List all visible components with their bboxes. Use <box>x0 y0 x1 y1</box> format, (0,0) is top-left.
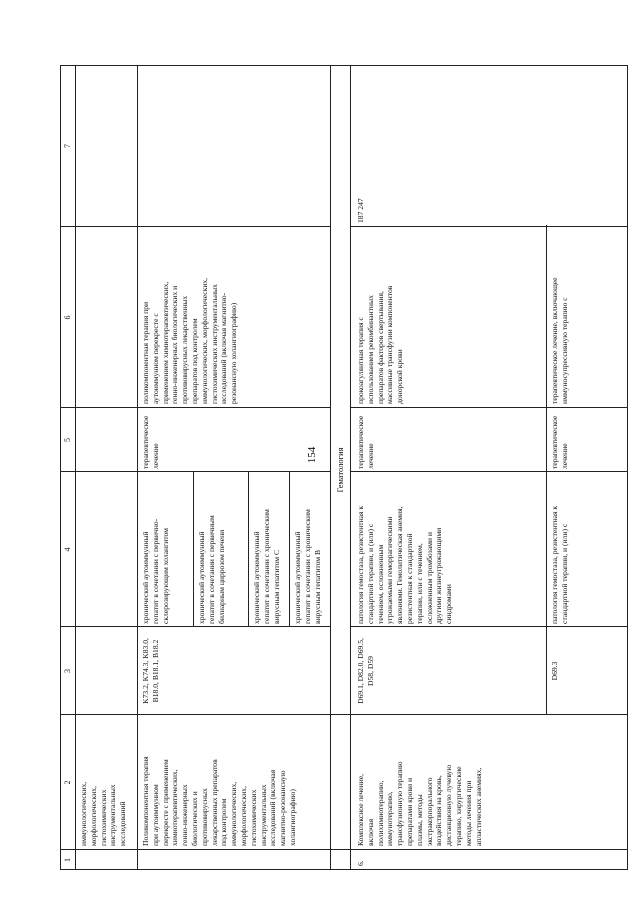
row-ai-col4-item-3: хронический аутоиммунный гепатит в сочетании с хроническим вирусным гепатитом C <box>252 509 281 624</box>
table-border-top <box>60 65 61 870</box>
col-divider-1 <box>60 849 628 850</box>
row-ai-col3: K73.2, K74.3, K83.0, B18.0, B18.1, B18.2 <box>141 638 160 704</box>
row6-sub2-col5: терапевтическое лечение <box>550 415 569 469</box>
row6-sub2-col4: патология гемостаза, резистентная к стандартной терапии, и (или) с <box>550 505 569 624</box>
table-border-right <box>60 65 628 66</box>
row6-number: 6. <box>356 860 365 866</box>
row-ai-col6: поликомпонентная терапия при аутоиммунном перекресте с применением химиотерапевтических, генно-инженерных биологических и противовирусных лекарственных препаратов под контролем иммунологических, морфологических, гистохимических инструментальных исследований (включая магнитно- резонансную холангиографию) <box>141 277 239 404</box>
row-cont-bottom-line <box>137 65 138 870</box>
section-title: Гематология <box>335 447 345 493</box>
header-col-1: 1 <box>63 858 72 862</box>
header-col-2: 2 <box>63 780 72 785</box>
table-border-bottom <box>627 65 628 870</box>
row6-sub2-col6: терапевтическое лечение, включающее иммуносупрессивную терапию с <box>550 277 569 404</box>
col-divider-5b <box>350 407 628 408</box>
row6-sub2-col3: D69.3 <box>550 661 559 681</box>
rotated-table <box>60 65 628 870</box>
header-col-6: 6 <box>63 315 72 320</box>
header-col-4: 4 <box>63 547 72 552</box>
row-ai-col4-item-1: хронический аутоиммунный гепатит в сочетании с первично- склерозирующим холангитом <box>141 518 170 624</box>
header-col-7: 7 <box>63 144 72 148</box>
c4-sub-line-2 <box>248 472 249 627</box>
row-ai-col4-item-4: хронический аутоиммунный гепатит в сочетании с хроническим вирусным гепатитом B <box>293 509 322 624</box>
row6-sub1-col4: патология гемостаза, резистентная к стандартной терапии, и (или) с течением, осложненным угрожаемыми геморрагическими явлениями. Гемолитическая анемия, резистентная к стандартной терапии, или с течением, осложненным тромбозами и другими жизнеугрожающими синдромами <box>356 505 454 624</box>
page-number: 154 <box>306 446 318 464</box>
col-divider-6a <box>60 226 330 227</box>
row6-sub-divider <box>546 225 547 715</box>
row-ai-col4-item-2: хронический аутоиммунный гепатит в сочетании с первичным билиарным циррозом печени <box>197 515 226 624</box>
row-ai-bottom-line <box>330 65 331 870</box>
col-divider-6b <box>350 226 628 227</box>
section-bottom-line <box>350 65 351 870</box>
row-ai-col5: терапевтическое лечение <box>141 415 160 469</box>
col-divider-3b <box>350 626 628 627</box>
row-ai-col2: Поликомпонентная терапия при аутоиммунном перекресте с применением химиотерапевтических, генно-инженерных биологических и противовирусных лекарственных препаратов под контролем иммунологических, морфологических, гистохимических инструментальных исследований (включая магнитно-резонансную холангиографию) <box>141 756 297 846</box>
header-bottom-line <box>75 65 76 870</box>
row6-sub1-col6: прокоагулянтная терапия с использованием рекомбинантных препаратов факторов свертывания, массивные трансфузии компонентов донорской крови <box>356 285 405 404</box>
row6-col2: Комплексное лечение, включая полихимиотерапию, иммунотерапию, трансфузионную терапию препаратами крови и плазмы, методы экстракорпорального воздействия на кровь, дистанционную лучевую терапию, хирургические методы лечения при апластических анемиях, <box>356 761 483 846</box>
col-divider-5a <box>60 407 330 408</box>
c4-sub-line-1 <box>193 472 194 627</box>
header-col-3: 3 <box>63 669 72 673</box>
header-col-5: 5 <box>63 438 72 442</box>
c4-sub-line-3 <box>289 472 290 627</box>
row6-sub1-col5: терапевтическое лечение <box>356 415 375 469</box>
col-divider-4b <box>350 471 628 472</box>
row6-sub1-col3: D69.1, D82.0, D69.5, D58, D59 <box>356 638 375 704</box>
row-cont-col2: иммунологических, морфологических, гистохимических инструментальных исследований <box>79 781 128 846</box>
row6-sub1-col7: 187 247 <box>356 198 365 223</box>
table-border-left <box>60 869 628 870</box>
